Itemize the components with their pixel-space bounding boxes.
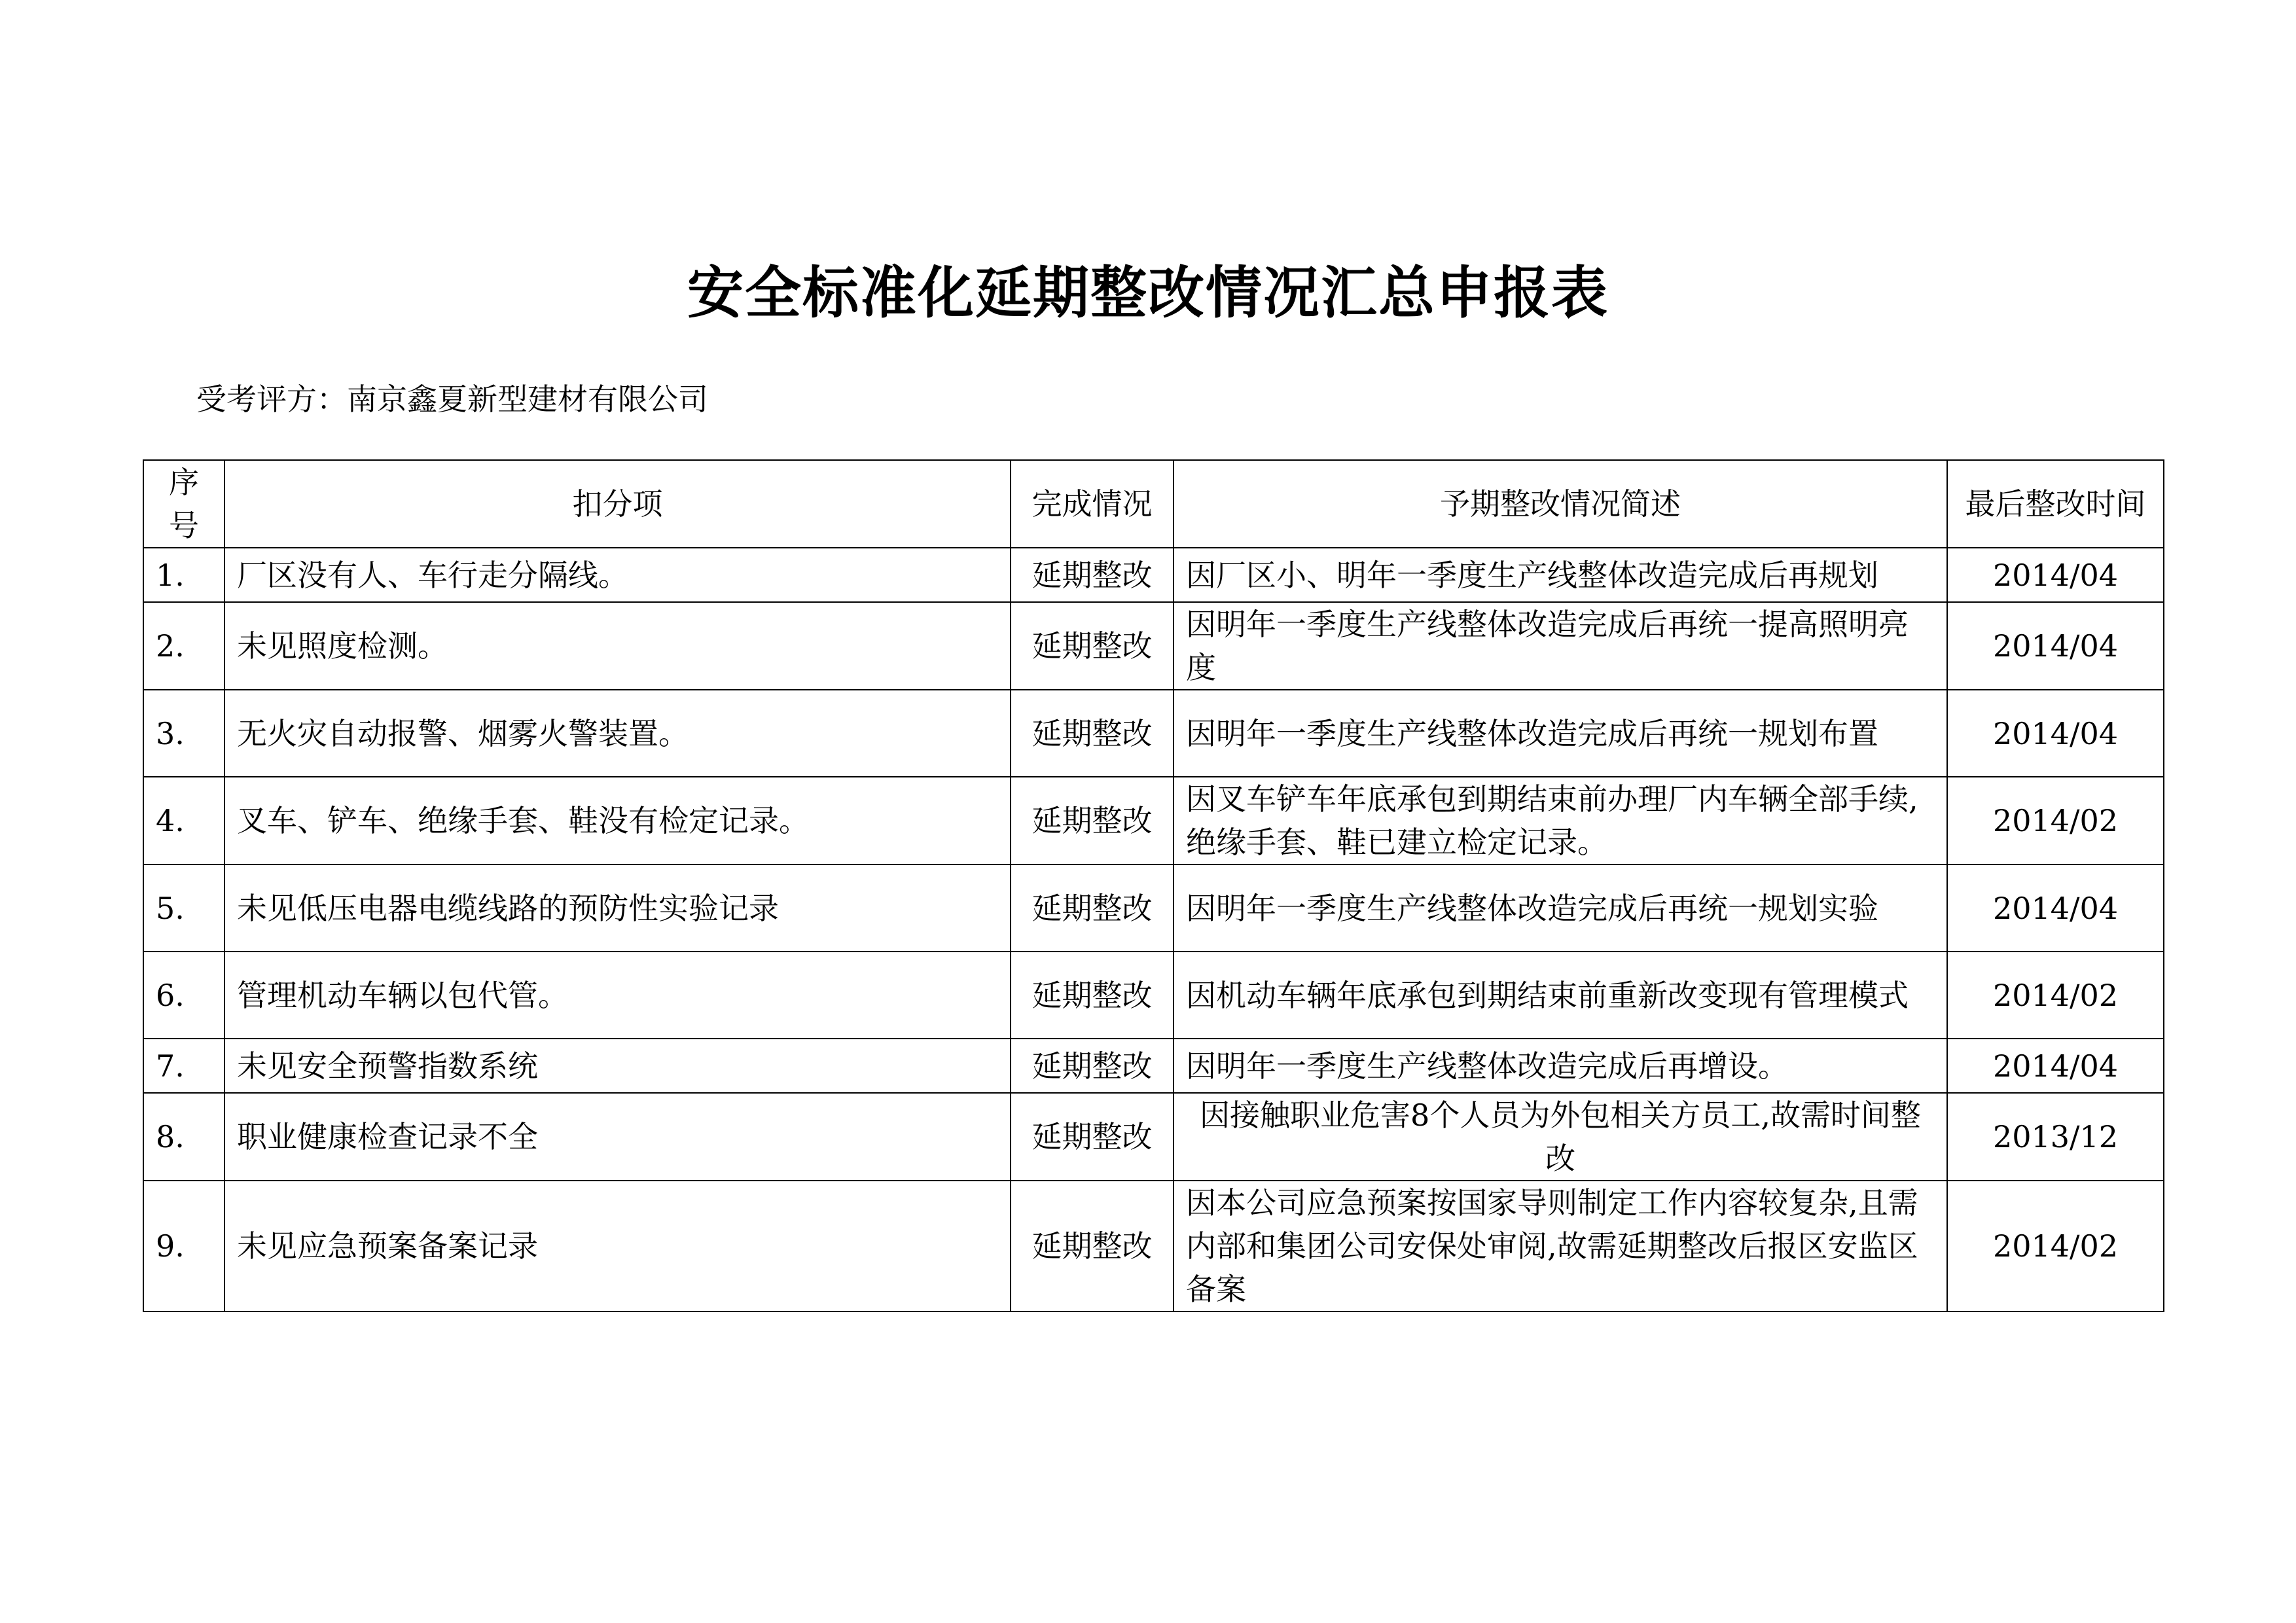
row-description: 因接触职业危害8个人员为外包相关方员工,故需时间整改: [1174, 1093, 1947, 1181]
row-status: 延期整改: [1011, 690, 1174, 777]
row-date: 2014/04: [1947, 1039, 2164, 1093]
table-row: [143, 1093, 2164, 1181]
table-row: [143, 548, 2164, 602]
row-no: 8.: [143, 1093, 224, 1181]
row-no: 6.: [143, 952, 224, 1039]
row-no: 2.: [143, 602, 224, 690]
row-description: 因厂区小、明年一季度生产线整体改造完成后再规划: [1174, 548, 1947, 602]
row-status: 延期整改: [1011, 1181, 1174, 1311]
table-row: [143, 777, 2164, 865]
row-status: 延期整改: [1011, 952, 1174, 1039]
table-row: [143, 1181, 2164, 1311]
row-no: 3.: [143, 690, 224, 777]
row-status: 延期整改: [1011, 548, 1174, 602]
table-row: [143, 865, 2164, 952]
header-status: 完成情况: [1011, 460, 1174, 548]
table-row: [143, 602, 2164, 690]
table-row: [143, 690, 2164, 777]
row-date: 2014/04: [1947, 602, 2164, 690]
row-item: 未见安全预警指数系统: [224, 1039, 1011, 1093]
row-description: 因明年一季度生产线整体改造完成后再统一提高照明亮度: [1174, 602, 1947, 690]
header-item: 扣分项: [224, 460, 1011, 548]
row-status: 延期整改: [1011, 1093, 1174, 1181]
row-date: 2014/04: [1947, 690, 2164, 777]
row-date: 2013/12: [1947, 1093, 2164, 1181]
row-status: 延期整改: [1011, 777, 1174, 865]
row-item: 未见应急预案备案记录: [224, 1181, 1011, 1311]
row-description: 因机动车辆年底承包到期结束前重新改变现有管理模式: [1174, 952, 1947, 1039]
row-date: 2014/04: [1947, 865, 2164, 952]
row-date: 2014/02: [1947, 952, 2164, 1039]
row-description: 因叉车铲车年底承包到期结束前办理厂内车辆全部手续,绝缘手套、鞋已建立检定记录。: [1174, 777, 1947, 865]
row-no: 9.: [143, 1181, 224, 1311]
table-header-row: [143, 460, 2164, 548]
assessee-line: 受考评方：南京鑫夏新型建材有限公司: [196, 382, 708, 417]
row-no: 7.: [143, 1039, 224, 1093]
row-item: 管理机动车辆以包代管。: [224, 952, 1011, 1039]
row-no: 1.: [143, 548, 224, 602]
row-description: 因明年一季度生产线整体改造完成后再增设。: [1174, 1039, 1947, 1093]
row-date: 2014/04: [1947, 548, 2164, 602]
row-no: 5.: [143, 865, 224, 952]
header-no: 序号: [143, 460, 224, 548]
document-title: 安全标准化延期整改情况汇总申报表: [687, 260, 1609, 326]
row-item: 无火灾自动报警、烟雾火警装置。: [224, 690, 1011, 777]
row-description: 因明年一季度生产线整体改造完成后再统一规划布置: [1174, 690, 1947, 777]
row-item: 厂区没有人、车行走分隔线。: [224, 548, 1011, 602]
row-status: 延期整改: [1011, 1039, 1174, 1093]
header-date: 最后整改时间: [1947, 460, 2164, 548]
row-item: 未见照度检测。: [224, 602, 1011, 690]
rectification-table: [143, 459, 2164, 1312]
row-date: 2014/02: [1947, 777, 2164, 865]
row-status: 延期整改: [1011, 602, 1174, 690]
row-date: 2014/02: [1947, 1181, 2164, 1311]
row-status: 延期整改: [1011, 865, 1174, 952]
row-item: 叉车、铲车、绝缘手套、鞋没有检定记录。: [224, 777, 1011, 865]
row-description: 因明年一季度生产线整体改造完成后再统一规划实验: [1174, 865, 1947, 952]
row-no: 4.: [143, 777, 224, 865]
table-row: [143, 952, 2164, 1039]
row-item: 未见低压电器电缆线路的预防性实验记录: [224, 865, 1011, 952]
row-description: 因本公司应急预案按国家导则制定工作内容较复杂,且需内部和集团公司安保处审阅,故需延期整改后报区安监区备案: [1174, 1181, 1947, 1311]
table-row: [143, 1039, 2164, 1093]
header-description: 予期整改情况简述: [1174, 460, 1947, 548]
row-item: 职业健康检查记录不全: [224, 1093, 1011, 1181]
